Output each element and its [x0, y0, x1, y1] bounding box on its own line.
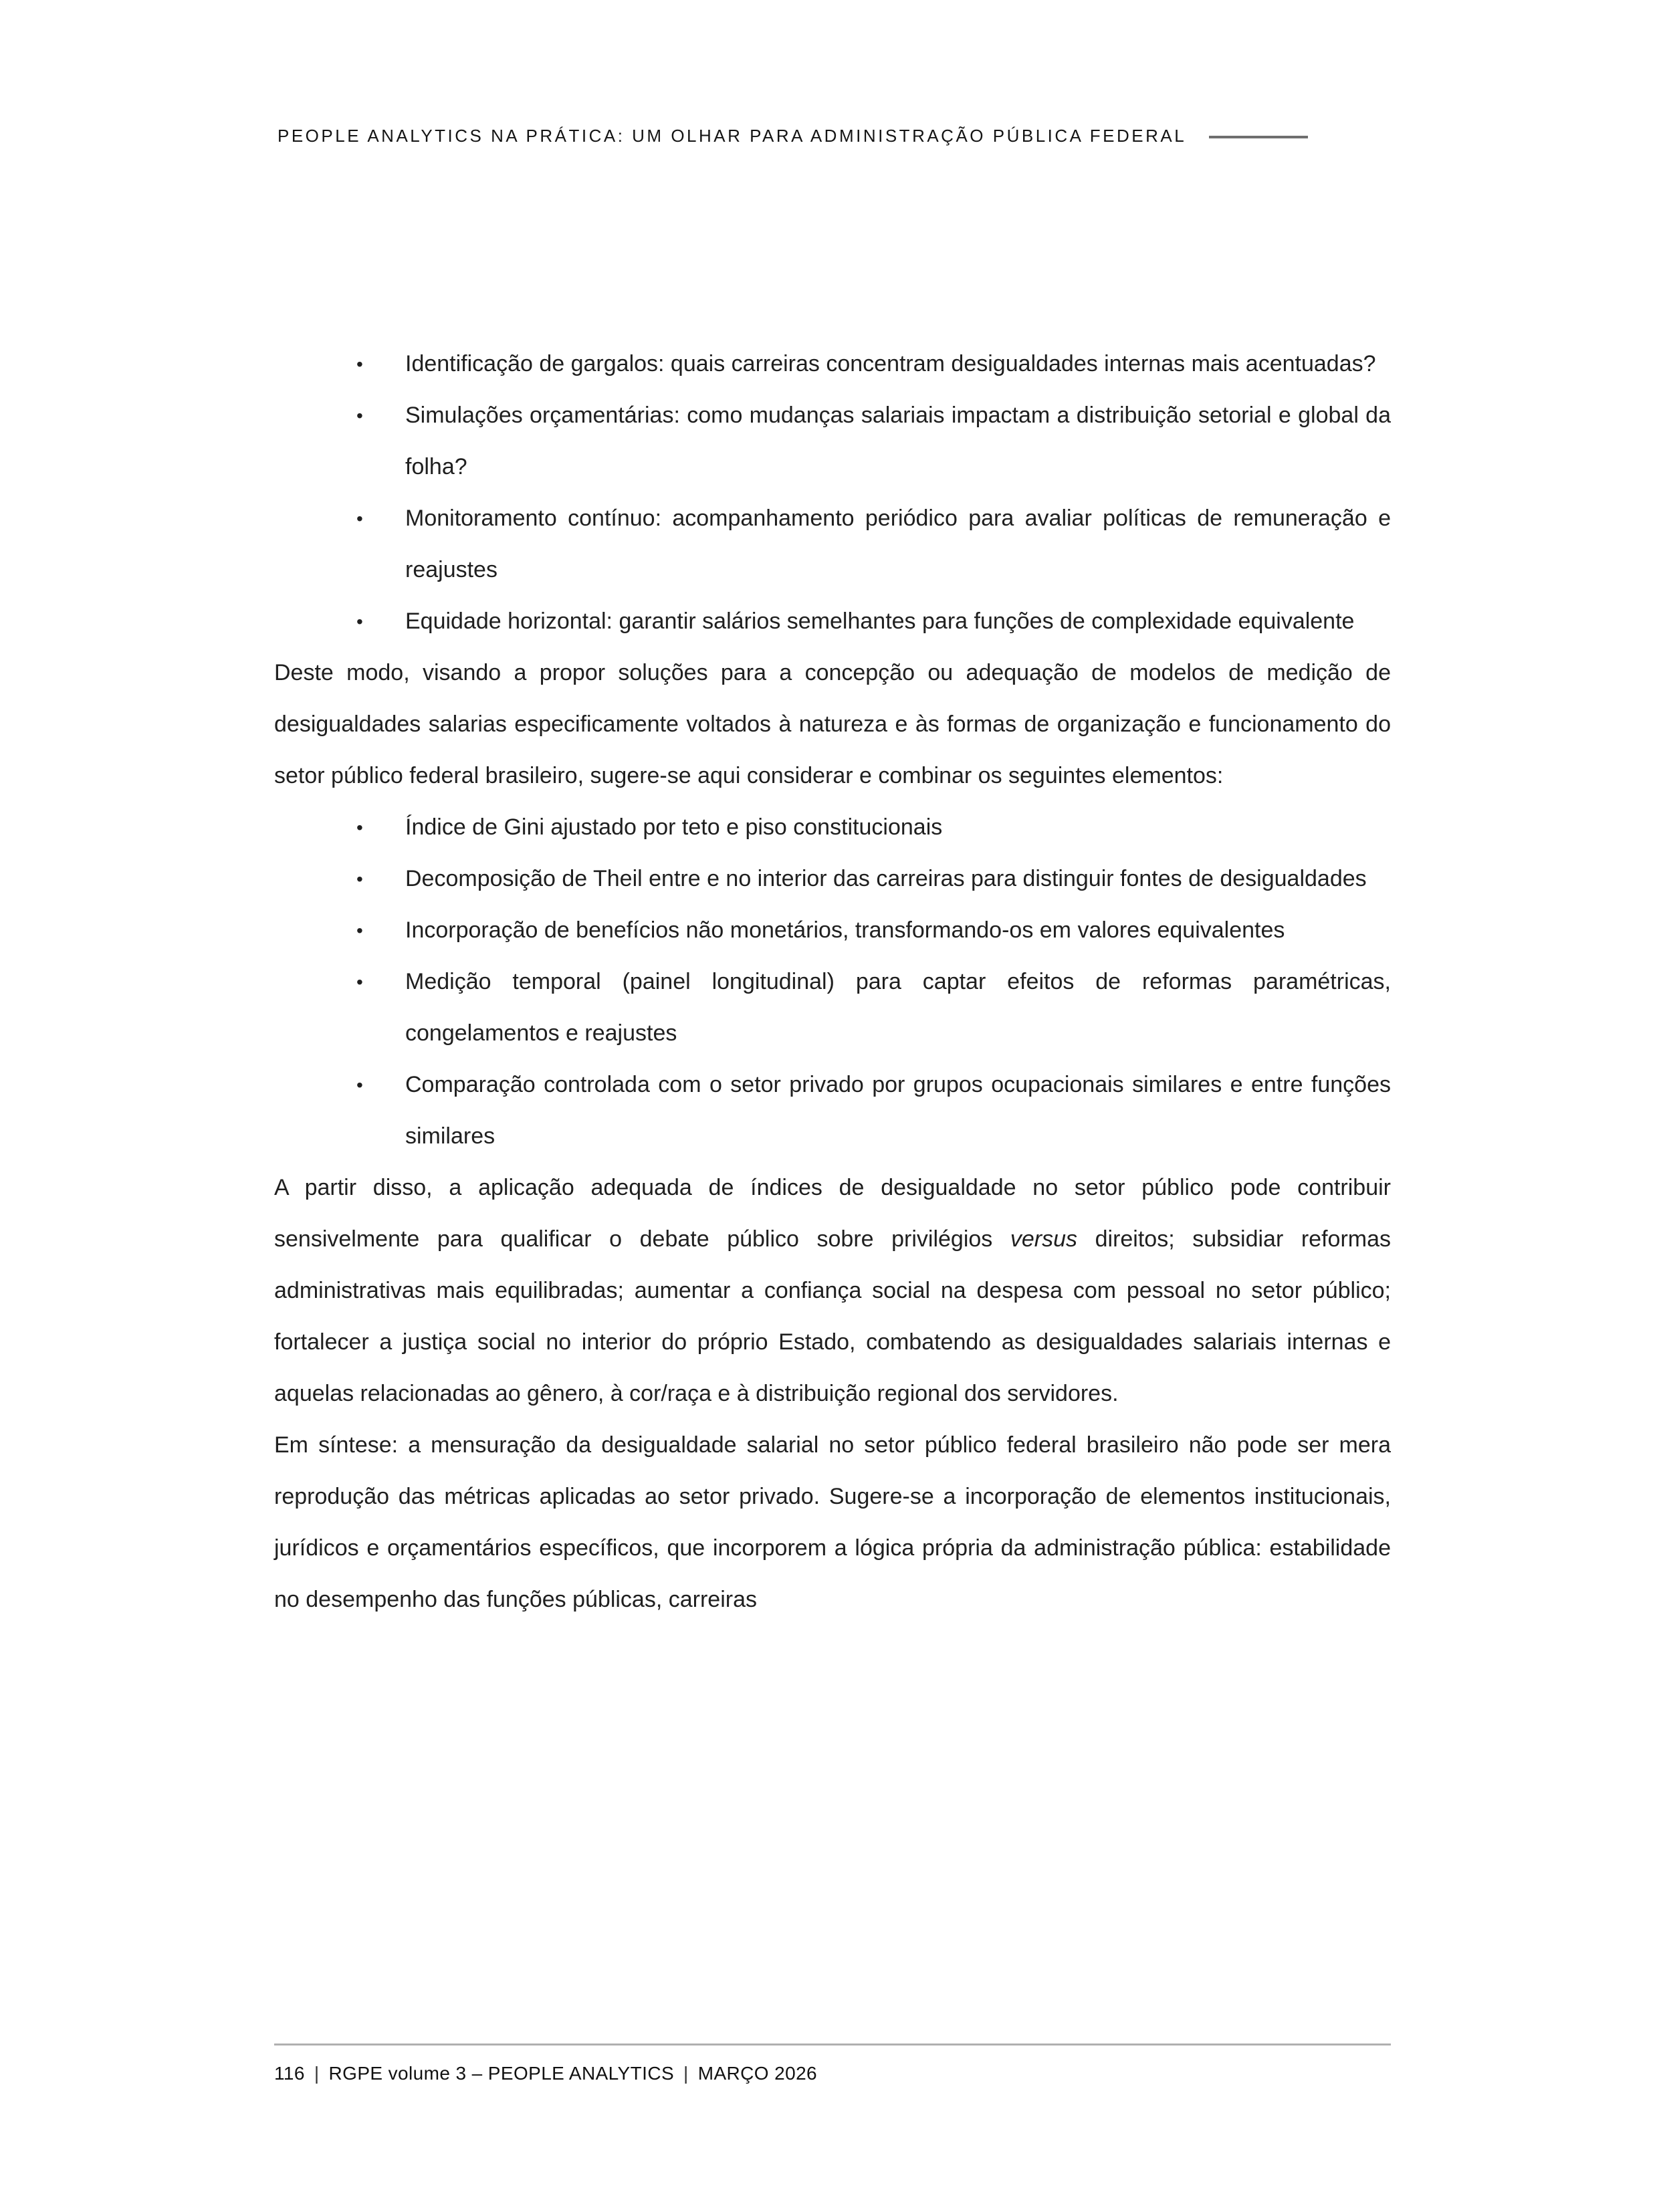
paragraph-synthesis: Em síntese: a mensuração da desigualdade salarial no setor público federal brasileiro não pode ser mera reprodução das métricas aplicadas ao setor privado. Sugere-se a incorporação de elementos institucionais, jurídicos e orçamentários específicos, que incorporem a lógica própria da administração pública: estabilidade no desempenho das funções públicas, carreiras: [274, 1432, 1391, 1612]
italic-term: versus: [1010, 1226, 1078, 1252]
footer-separator: |: [683, 2063, 689, 2084]
list-item-text: Medição temporal (painel longitudinal) para captar efeitos de reformas paramétricas, congelamentos e reajustes: [405, 969, 1391, 1046]
paragraph-text: A partir disso, a aplicação adequada de índices de desigualdade no setor público pode contribuir sensivelmente para qualificar o debate público sobre privilégios: [274, 1175, 1391, 1252]
page-number: 116: [274, 2063, 305, 2084]
list-item: [274, 1059, 1391, 1162]
list-item-text: Decomposição de Theil entre e no interior das carreiras para distinguir fontes de desigualdades: [405, 866, 1367, 891]
footer-text: [274, 2063, 1391, 2084]
paragraph-text: direitos; subsidiar reformas administrativas mais equilibradas; aumentar a confiança social na despesa com pessoal no setor público; fortalecer a justiça social no interior do próprio Estado, combatendo as desigualdades salariais internas e aquelas relacionadas ao gênero, à cor/raça e à distribuição regional dos servidores.: [274, 1226, 1391, 1406]
list-item-text: Simulações orçamentárias: como mudanças salariais impactam a distribuição setorial e global da folha?: [405, 403, 1391, 479]
bullet-list-elements: [274, 802, 1391, 1162]
paragraph-application: [274, 1162, 1391, 1420]
list-item: [274, 853, 1391, 905]
list-item: [274, 956, 1391, 1059]
running-header: [278, 126, 1395, 146]
list-item-text: Equidade horizontal: garantir salários semelhantes para funções de complexidade equivalente: [405, 609, 1355, 634]
bullet-list-questions: [274, 338, 1391, 647]
footer-date: MARÇO 2026: [697, 2063, 818, 2084]
list-item: [274, 390, 1391, 493]
bullet-icon: •: [356, 920, 363, 941]
list-item-text: Comparação controlada com o setor privado por grupos ocupacionais similares e entre funções similares: [405, 1072, 1391, 1149]
list-item: [274, 596, 1391, 647]
running-header-title: PEOPLE ANALYTICS NA PRÁTICA: UM OLHAR PARA ADMINISTRAÇÃO PÚBLICA FEDERAL: [278, 126, 1187, 146]
list-item: [274, 802, 1391, 853]
list-item-text: Índice de Gini ajustado por teto e piso constitucionais: [405, 814, 943, 840]
footer-separator: |: [314, 2063, 320, 2084]
list-item-text: Incorporação de benefícios não monetários, transformando-os em valores equivalentes: [405, 917, 1285, 943]
bullet-icon: •: [356, 817, 363, 838]
page-footer: [274, 2043, 1391, 2084]
bullet-icon: •: [356, 611, 363, 632]
bullet-icon: •: [356, 405, 363, 426]
list-item: [274, 905, 1391, 956]
list-item-text: Monitoramento contínuo: acompanhamento periódico para avaliar políticas de remuneração e reajustes: [405, 506, 1391, 582]
list-item: [274, 493, 1391, 596]
footer-volume-label: RGPE volume 3 – PEOPLE ANALYTICS: [328, 2063, 675, 2084]
bullet-icon: •: [356, 972, 363, 992]
page-content: [274, 338, 1391, 1626]
bullet-icon: •: [356, 508, 363, 529]
bullet-icon: •: [356, 354, 363, 374]
list-item: [274, 338, 1391, 390]
bullet-icon: •: [356, 1075, 363, 1095]
footer-rule: [274, 2043, 1391, 2045]
header-rule: [1209, 136, 1308, 138]
paragraph-intro-elements: Deste modo, visando a propor soluções para a concepção ou adequação de modelos de medição de desigualdades salarias especificamente voltados à natureza e às formas de organização e funcionamento do setor público federal brasileiro, sugere-se aqui considerar e combinar os seguintes elementos:: [274, 660, 1391, 788]
bullet-icon: •: [356, 869, 363, 889]
list-item-text: Identificação de gargalos: quais carreiras concentram desigualdades internas mais acentuadas?: [405, 351, 1376, 376]
